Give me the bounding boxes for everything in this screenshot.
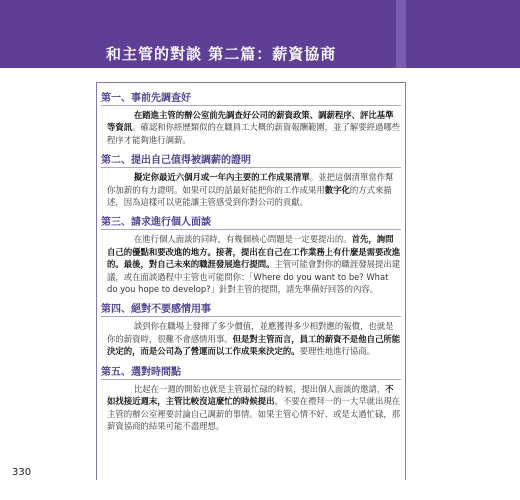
- section-heading: 第一、事前先調查好: [101, 89, 401, 106]
- section-heading: 第三、請求進行個人面談: [101, 213, 401, 230]
- body-text: 在進行個人面談的同時，有幾個核心問題是一定要提出的。: [133, 234, 352, 245]
- section-heading: 第四、絕對不要感情用事: [101, 300, 401, 317]
- section-paragraph: [101, 109, 401, 146]
- page-number: 330: [12, 467, 32, 478]
- body-text: 談到你在職場上發揮了多少價值，並應獲得多少相對應的報償，也就是你的薪資時，很難不會感情用事。: [107, 321, 394, 344]
- section-paragraph: [101, 171, 401, 208]
- article-body: [96, 82, 406, 480]
- section-5: [101, 363, 401, 433]
- section-4: [101, 300, 401, 357]
- body-text: 比起在一週的開始也就是主管最忙碌的時候，提出個人面談的邀請，: [133, 383, 386, 394]
- bold-text: 擬定你最近六個月或一年內主要的工作成果清單: [133, 172, 310, 183]
- section-3: [101, 213, 401, 295]
- body-text: 的方式來描述，因為這樣可以更能讓主管感受到你對公司的貢獻。: [107, 184, 392, 208]
- bold-text: 但是對主管而言，員工的薪資不是他自己所能決定的，而是公司為了營運而以工作成果來決定的。: [107, 333, 401, 357]
- body-text: 要理性地進行協商。: [299, 346, 375, 357]
- body-text: 主管可能會對你的職涯發展提出建議，或在面談過程中主管也可能問你：「Where do you want to be? What do you hope to develop?」針對主管的提問，請先準備好回答的內容。: [107, 259, 401, 295]
- section-paragraph: [101, 383, 401, 433]
- section-paragraph: [101, 233, 401, 295]
- bold-text: 首先，詢問自己的優點和要改進的地方。接著，提出在自己在工作業務上有什麼是需要改進的。最後，對自己未來的職涯發展進行提問。: [107, 234, 401, 270]
- bold-text: 不如找接近週末，主管比較沒這麼忙的時候提出: [107, 383, 394, 407]
- body-text: 。並把這個清單當作幫你加薪的有力證明。如果可以的話最好能把你的工作成果用: [107, 172, 394, 195]
- header-accent-stripe: [396, 0, 406, 68]
- bold-text: 數字化: [324, 184, 350, 195]
- bold-text: 在踏進主管的辦公室前先調查好公司的薪資政策、調薪程序、評比基準等資訊: [107, 110, 394, 133]
- section-heading: 第五、選對時間點: [101, 363, 401, 380]
- section-heading: 第二、提出自己值得被調薪的證明: [101, 151, 401, 168]
- body-text: 。確認和你經歷類似的在職員工大概的薪資報酬範圍，並了解要經過哪些程序才能夠進行調薪。: [107, 122, 401, 145]
- section-2: [101, 151, 401, 208]
- page-title: 和主管的對談 第二篇：薪資協商: [106, 45, 337, 63]
- section-paragraph: [101, 320, 401, 357]
- body-text: 。不要在禮拜一的一大早就出現在主管的辦公室裡要討論自己調薪的事情。如果主管心情不好、或是太過忙碌，那薪資協商的結果可能不盡理想。: [107, 396, 401, 431]
- section-1: [101, 89, 401, 146]
